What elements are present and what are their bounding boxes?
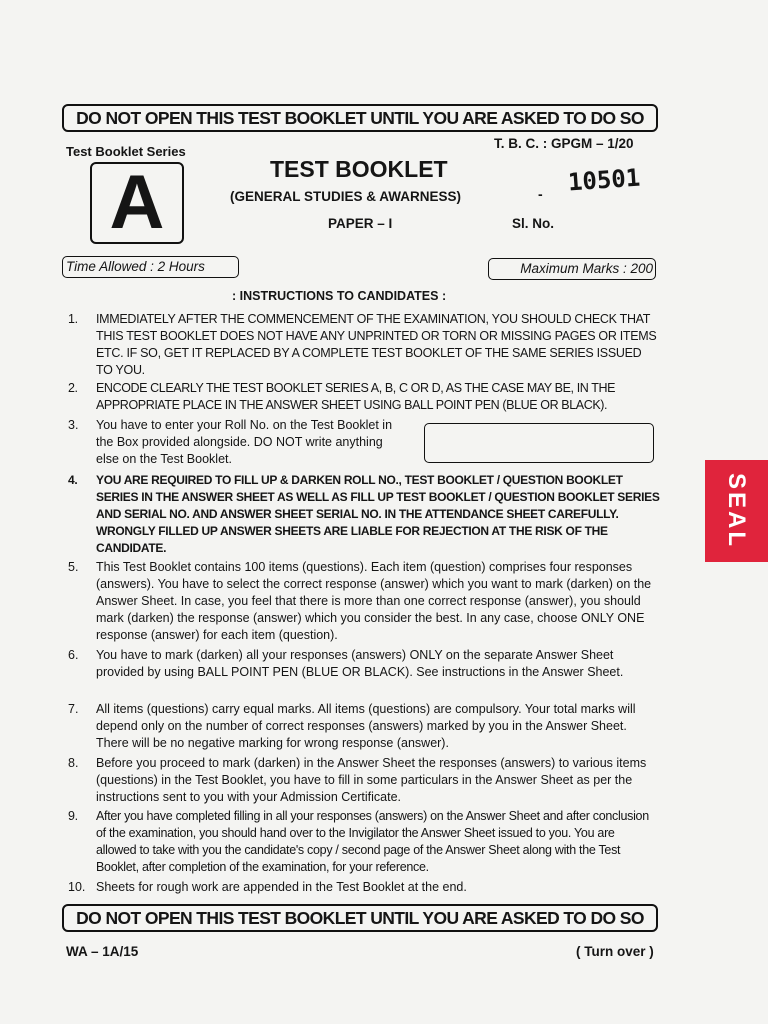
seal-label: SEAL <box>723 472 750 550</box>
instruction-number: 10. <box>68 880 86 894</box>
booklet-title: TEST BOOKLET <box>270 156 448 182</box>
instruction-item-10 <box>68 879 658 896</box>
instruction-text: IMMEDIATELY AFTER THE COMMENCEMENT OF THE EXAMINATION, YOU SHOULD CHECK THAT THIS TEST BOOKLET DOES NOT HAVE ANY UNPRINTED OR TORN OR MISSING PAGES OR ITEMS ETC. IF SO, GET IT REPLACED BY A COMPLETE TEST BOOKLET OF THE SAME SERIES ISSUED TO YOU. <box>96 312 657 377</box>
instruction-number: 6. <box>68 648 79 662</box>
instruction-number: 3. <box>68 418 79 432</box>
serial-number-value: 10501 <box>567 163 642 197</box>
instruction-number: 7. <box>68 702 79 716</box>
instruction-item-7 <box>68 701 658 752</box>
instruction-text: After you have completed filling in all your responses (answers) on the Answer Sheet and after conclusion of the examination, you should hand over to the Invigilator the Answer Sheet issued to you. You are allowed to take with you the candidate's copy / second page of the Answer Sheet along with the Test Booklet, after completion of the examination, for your reference. <box>96 809 649 874</box>
instruction-item-3 <box>68 417 398 468</box>
instruction-text: You have to enter your Roll No. on the Test Booklet in the Box provided alongside. DO NOT write anything else on the Test Booklet. <box>96 418 393 466</box>
instruction-text: ENCODE CLEARLY THE TEST BOOKLET SERIES A, B, C OR D, AS THE CASE MAY BE, IN THE APPROPRIATE PLACE IN THE ANSWER SHEET USING BALL POINT PEN (BLUE OR BLACK). <box>96 381 616 412</box>
instruction-item-6 <box>68 647 658 681</box>
instruction-number: 1. <box>68 312 78 326</box>
instruction-text: YOU ARE REQUIRED TO FILL UP & DARKEN ROLL NO., TEST BOOKLET / QUESTION BOOKLET SERIES IN THE ANSWER SHEET AS WELL AS FILL UP TEST BOOKLET / QUESTION BOOKLET SERIES AND SERIAL NO. AND ANSWER SHEET SERIAL NO. IN THE ATTENDANCE SHEET CAREFULLY. WRONGLY FILLED UP ANSWER SHEETS ARE LIABLE FOR REJECTION AT THE RISK OF THE CANDIDATE. <box>96 473 660 555</box>
instruction-item-5 <box>68 559 658 644</box>
instruction-number: 4. <box>68 473 78 487</box>
footer-code: WA – 1A/15 <box>66 944 139 959</box>
instruction-item-4 <box>68 472 660 557</box>
instruction-text: You have to mark (darken) all your responses (answers) ONLY on the separate Answer Sheet provided by using BALL POINT PEN (BLUE OR BLACK). See instructions in the Answer Sheet. <box>96 648 624 679</box>
tbc-code: T. B. C. : GPGM – 1/20 <box>494 136 634 151</box>
instruction-text: Before you proceed to mark (darken) in the Answer Sheet the responses (answers) to various items (questions) in the Test Booklet, you have to fill in some particulars in the Answer Sheet as per the instructions sent to you with your Admission Certificate. <box>96 756 647 804</box>
series-label: Test Booklet Series <box>66 144 186 159</box>
bottom-warning-banner: DO NOT OPEN THIS TEST BOOKLET UNTIL YOU ARE ASKED TO DO SO <box>62 904 658 932</box>
turn-over-label: ( Turn over ) <box>576 944 654 959</box>
instruction-item-8 <box>68 755 658 806</box>
instruction-item-1 <box>68 311 658 379</box>
instructions-heading: : INSTRUCTIONS TO CANDIDATES : <box>232 289 447 303</box>
roll-number-box[interactable] <box>424 423 654 463</box>
serial-number-label: Sl. No. <box>512 216 555 231</box>
serial-dash: - <box>538 186 543 202</box>
instruction-text: All items (questions) carry equal marks. All items (questions) are compulsory. Your total marks will depend only on the number of correct responses (answers) marked by you in the Answer Sheet. There will be no negative marking for wrong response (answer). <box>96 702 636 750</box>
instruction-number: 8. <box>68 756 79 770</box>
instruction-number: 2. <box>68 381 78 395</box>
time-allowed-box: Time Allowed : 2 Hours <box>62 256 239 278</box>
max-marks-box: Maximum Marks : 200 <box>488 258 656 280</box>
instruction-number: 9. <box>68 809 78 823</box>
instruction-number: 5. <box>68 560 79 574</box>
seal-tab <box>705 460 768 562</box>
top-warning-banner: DO NOT OPEN THIS TEST BOOKLET UNTIL YOU ARE ASKED TO DO SO <box>62 104 658 132</box>
instruction-item-9 <box>68 808 658 876</box>
instruction-text: Sheets for rough work are appended in the Test Booklet at the end. <box>96 880 467 894</box>
instruction-item-2 <box>68 380 658 414</box>
instruction-text: This Test Booklet contains 100 items (questions). Each item (question) comprises four responses (answers). You have to select the correct response (answer) which you want to mark (darken) on the Answer Sheet. In case, you feel that there is more than one correct response (answer), you should mark (darken) the response (answer) which you consider the best. In any case, choose ONLY ONE response (answer) for each item (question). <box>96 560 652 642</box>
paper-label: PAPER – I <box>328 216 393 231</box>
booklet-subtitle: (GENERAL STUDIES & AWARNESS) <box>230 189 462 204</box>
series-letter-box: A <box>90 162 184 244</box>
